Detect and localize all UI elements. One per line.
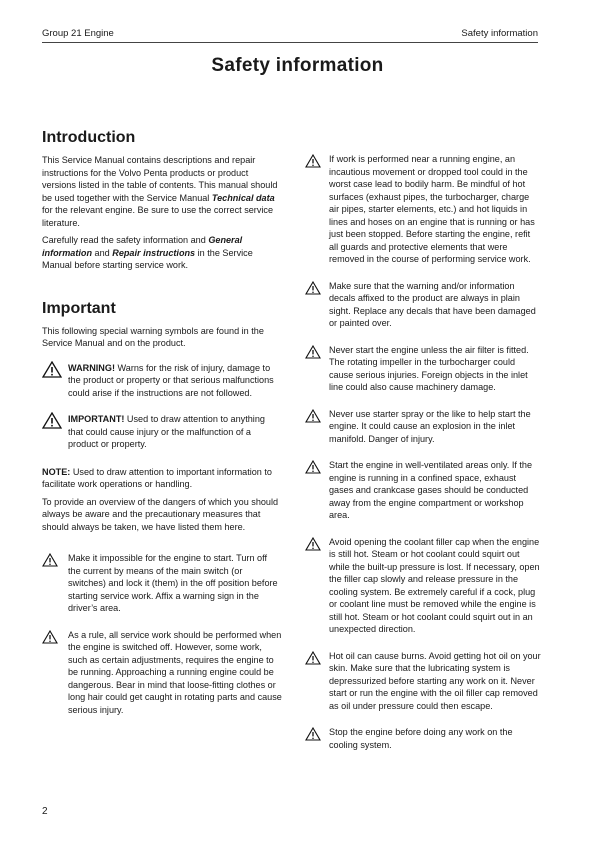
- intro-p2-text-b: in the Service Manual before starting service work.: [42, 247, 253, 270]
- important-description: Used to draw attention to anything that could cause injury or the malfunction of a product or property.: [68, 414, 265, 449]
- warning-triangle-icon: [305, 537, 321, 551]
- warning-item: [305, 650, 541, 713]
- technical-data-ref: Technical data: [211, 192, 275, 203]
- warning-triangle-icon: [305, 281, 321, 295]
- intro-p2-text-a: Carefully read the safety information and: [42, 235, 209, 245]
- warning-text: As a rule, all service work should be performed when the engine is switched off. However, some work, such as certain adjustments, requires the engine to be running. Approaching a running engine could be dangerous. Bear in mind that loose-fitting clothes or long hair could get caught in rotating parts and cause serious injury.: [68, 629, 282, 715]
- important-heading: Important: [42, 299, 116, 317]
- header-section: Safety information: [461, 28, 538, 39]
- warning-text: Start the engine in well-ventilated areas only. If the engine is running in a confined space, exhaust gases and crankcase gases should be conducted away from the engine compartment or workshop area.: [329, 460, 533, 520]
- warning-label: WARNING!: [68, 362, 115, 373]
- warning-item: [42, 629, 282, 717]
- intro-p1-text-a: This Service Manual contains descriptions and repair instructions for the Volvo Penta products or product versions listed in the table of contents. This manual should be used together with the Service Manual: [42, 155, 278, 203]
- warning-item: [305, 536, 541, 636]
- warning-item: [305, 280, 541, 330]
- page-number: 2: [42, 806, 48, 817]
- warning-item: [305, 153, 541, 266]
- warning-text: Never use starter spray or the like to help start the engine. It could cause an explosion in the inlet manifold. Danger of injury.: [329, 408, 531, 444]
- important-definition: [42, 413, 282, 451]
- warning-text: Make it impossible for the engine to start. Turn off the current by means of the main switch (or switches) and lock it (them) in the off position before starting service work. Affix a warning sign in the driver’s area.: [68, 553, 278, 613]
- intro-paragraph-2: [42, 234, 282, 272]
- intro-paragraph-1: [42, 154, 282, 229]
- warning-text: If work is performed near a running engine, an incautious movement or dropped tool could in the worst case lead to bodily harm. Be mindful of hot surfaces (exhaust pipes, the turbocharger, charge air pipes, starter elements, etc.) and hot liquids in lines and hoses on an engine that is running or has just been stopped. Before starting the engine, refit all guards and protective elements that were removed in the course of performing service work.: [329, 154, 535, 264]
- important-paragraph-2: To provide an overview of the dangers of which you should always be aware and the precautionary measures that should always be taken, we have listed them here.: [42, 496, 279, 532]
- warning-item: [305, 726, 541, 751]
- warning-text: Avoid opening the coolant filler cap when the engine is still hot. Steam or hot coolant could squirt out while the built-up pressure is lost. If necessary, open the filler cap slowly and release pressure in the cooling system. Be extremely careful if a cock, plug or coolant line must be removed while the engine is still hot. Steam or hot coolant could squirt out in an unexpected direction.: [329, 536, 540, 634]
- warning-item: [305, 459, 541, 522]
- intro-p2-text-mid: and: [92, 247, 113, 258]
- header-rule: [42, 42, 538, 43]
- warning-triangle-icon: [42, 361, 62, 378]
- warning-text: Never start the engine unless the air filter is fitted. The rotating impeller in the turbocharger could cause serious injuries. Foreign objects in the inlet line could also cause machinery damage.: [329, 344, 529, 392]
- warning-triangle-icon: [305, 727, 321, 741]
- warning-triangle-icon: [42, 630, 58, 644]
- warning-triangle-icon: [305, 154, 321, 168]
- page-title: Safety information: [211, 55, 384, 76]
- important-paragraph-1: This following special warning symbols are found in the Service Manual and on the product.: [42, 325, 264, 348]
- intro-p1-text-b: for the relevant engine. Be sure to use the correct service literature.: [42, 205, 274, 228]
- warning-text: Make sure that the warning and/or information decals affixed to the product are always in plain sight. Replace any decals that have been damaged or painted over.: [329, 280, 536, 328]
- warning-description: Warns for the risk of injury, damage to the product or property or that serious malfunctions could arise if the instructions are not followed.: [68, 362, 274, 398]
- warning-text: Stop the engine before doing any work on the cooling system.: [329, 727, 513, 750]
- warning-triangle-icon: [305, 651, 321, 665]
- left-column: [42, 128, 282, 716]
- header-chapter: Group 21 Engine: [42, 28, 114, 39]
- note-description: Used to draw attention to important information to facilitate work operations or handling.: [42, 466, 272, 489]
- important-label: IMPORTANT!: [68, 414, 125, 424]
- warning-triangle-icon: [42, 412, 62, 429]
- repair-instructions-ref: Repair instructions: [112, 247, 196, 258]
- warning-triangle-icon: [42, 553, 58, 567]
- warning-definition: [42, 362, 282, 400]
- warning-item: [305, 408, 541, 446]
- general-information-ref: General information: [42, 235, 243, 258]
- warning-item: [42, 552, 282, 615]
- right-column: [305, 153, 541, 751]
- introduction-heading: Introduction: [42, 129, 136, 146]
- warning-triangle-icon: [305, 460, 321, 474]
- note-definition: [42, 466, 282, 491]
- note-label: NOTE:: [42, 466, 71, 477]
- warning-text: Hot oil can cause burns. Avoid getting hot oil on your skin. Make sure that the lubricating system is depressurized before starting any work on it. Never start or run the engine with the oil filler cap removed as oil under pressure could then escape.: [329, 650, 541, 711]
- warning-triangle-icon: [305, 345, 321, 359]
- warning-item: [305, 344, 541, 394]
- warning-triangle-icon: [305, 409, 321, 423]
